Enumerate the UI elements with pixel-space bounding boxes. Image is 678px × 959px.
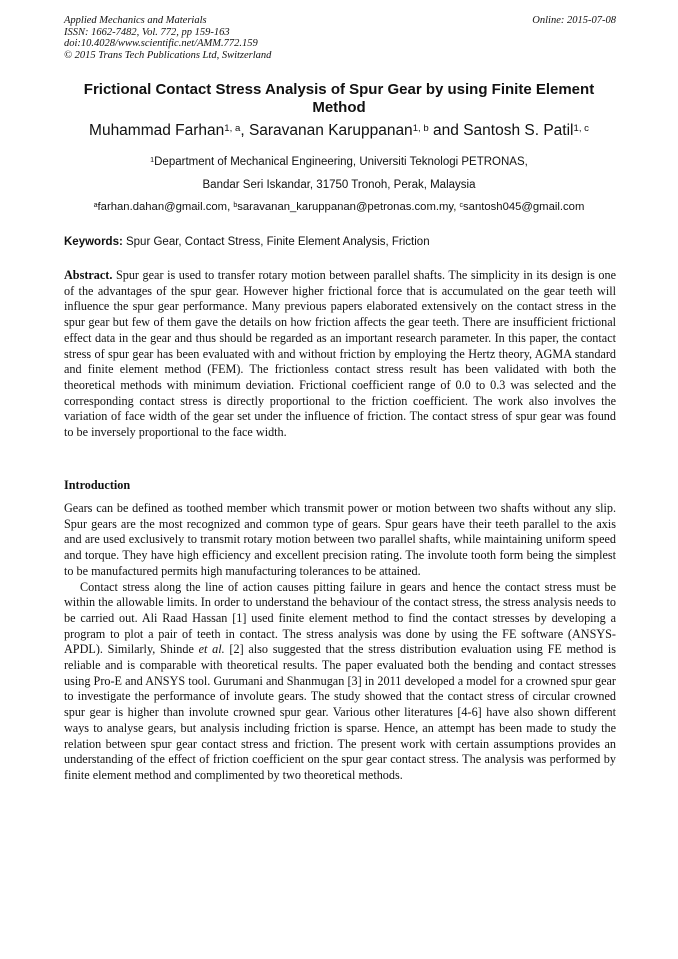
online-date: Online: 2015-07-08 <box>532 15 616 26</box>
section-heading-introduction: Introduction <box>64 478 131 492</box>
abstract <box>64 268 616 441</box>
author-name: Saravanan Karuppanan <box>248 122 413 139</box>
introduction-body <box>64 501 616 784</box>
paragraph-text: [2] also suggested that the stress distribution evaluation using FE method is reliable and is comparable with theoretical results. The paper evaluated both the bending and contact stresses using Pro-E and ANSYS tool. Gurumani and Shanmugan [3] in 2011 developed a model for a crowned spur gear to investigate the performance of involute gears. The study showed that the contact stress of circular crowned spur gear is higher than involute crowned spur gear. Various other literatures [4-6] have also shown different ways to analyse gears, but analysis including friction is sparse. Hence, an attempt has been made to study the relation between spur gear contact stress and friction. The present work with certain assumptions provides an understanding of the effect of friction coefficient on the spur gear contact stress. The analysis was performed by finite element method and complimented by two theoretical methods. <box>64 642 616 782</box>
author-affiliation-mark: 1, b <box>412 122 429 134</box>
email-mark: a <box>93 201 98 209</box>
author-list <box>40 121 638 140</box>
email-separator: , <box>227 201 234 213</box>
keywords-label: Keywords: <box>64 236 123 248</box>
paragraph-text: Contact stress along the line of action causes pitting failure in gears and hence the contact stress must be within the allowable limits. In order to understand the behaviour of the contact stress, the stress analysis needs to be carried out. Ali Raad Hassan [1] used finite element method to find the contact stresses by developing a program to plot a pair of teeth in contact. The stress analysis was done by using the FE software (ANSYS-APDL). Similarly, Shinde <box>64 579 616 657</box>
email-address[interactable]: farhan.dahan@gmail.com <box>97 201 228 213</box>
issn-line: ISSN: 1662-7482, Vol. 772, pp 159-163 <box>64 26 230 38</box>
affiliation-department: Department of Mechanical Engineering, Universiti Teknologi PETRONAS, <box>154 156 528 168</box>
author-name: Santosh S. Patil <box>463 122 574 139</box>
introduction-paragraph-2 <box>64 580 616 784</box>
author-separator: and <box>428 122 464 139</box>
keywords-text: Spur Gear, Contact Stress, Finite Element Analysis, Friction <box>122 236 430 248</box>
copyright-line: © 2015 Trans Tech Publications Ltd, Switzerland <box>64 49 272 61</box>
journal-header <box>64 15 616 61</box>
et-al-italic: et al. <box>198 642 225 657</box>
abstract-text: Spur gear is used to transfer rotary motion between parallel shafts. The simplicity in its design is one of the advantages of the spur gear. However higher frictional force that is accumulated on the gear teeth will influence the spur gear performance. Many previous papers elaborated extensively on the contact stress in the spur gear but few of them gave the details on how friction affects the gear teeth. There are insufficient frictional effect data in the gear and thus should be regarded as an important research parameter. In this paper, the contact stress of spur gear has been evaluated with and without friction by employing the Hertz theory, AGMA standard and finite element method (FEM). The frictionless contact stress result has been validated with both the theoretical methods with minimum deviation. Frictional coefficient range of 0.0 to 0.3 was selected and the corresponding contact stress is directly proportional to the friction coefficient. The work also involves the variation of face width of the gear set under the influence of friction. The contact stress of spur gear was found to be inversely proportional to the face width. <box>64 268 616 440</box>
author-name: Muhammad Farhan <box>89 122 225 139</box>
author-affiliation-mark: 1, a <box>224 122 241 134</box>
author-affiliation-mark: 1, c <box>573 122 589 134</box>
journal-name: Applied Mechanics and Materials <box>64 15 207 26</box>
email-address[interactable]: santosh045@gmail.com <box>463 201 585 213</box>
introduction-paragraph-1: Gears can be defined as toothed member which transmit power or motion between two shafts without any slip. Spur gears are the most recognized and common type of gears. Spur gears have their teeth parallel to the axis and are used exclusively to transmit rotary motion between two parallel shafts, while maintaining uniform speed and torque. They have high efficiency and excellent precision rating. The involute tooth form being the simplest to be manufactured permits high manufacturing tolerances to be attained. <box>64 501 616 578</box>
abstract-label: Abstract. <box>64 268 113 282</box>
email-mark: c <box>459 201 464 209</box>
email-list <box>40 200 638 214</box>
doi-line: doi:10.4028/www.scientific.net/AMM.772.159 <box>64 38 258 50</box>
author-separator: , <box>240 122 249 139</box>
email-mark: b <box>233 201 238 209</box>
affiliation-mark: 1 <box>150 155 155 164</box>
keywords <box>64 235 616 249</box>
affiliation-line-2: Bandar Seri Iskandar, 31750 Tronoh, Perak, Malaysia <box>202 179 476 191</box>
affiliation-line-1 <box>40 155 638 169</box>
email-separator: , <box>453 201 460 213</box>
email-address[interactable]: saravanan_karuppanan@petronas.com.my <box>237 201 454 213</box>
paper-title: Frictional Contact Stress Analysis of Spur Gear by using Finite Element Method <box>83 81 595 116</box>
